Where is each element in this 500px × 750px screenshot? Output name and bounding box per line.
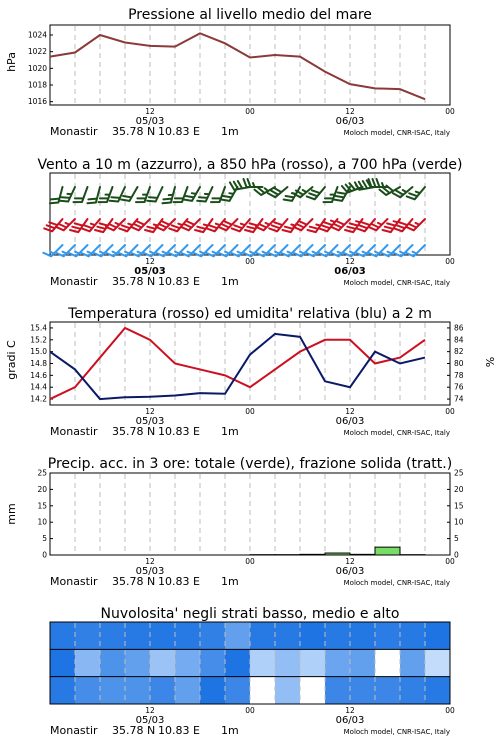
cloud-cell-alto bbox=[75, 622, 100, 649]
y-tick-label: 20 bbox=[37, 484, 47, 494]
wind-barb-850hpa bbox=[293, 219, 312, 230]
y-tick-label: 15.2 bbox=[30, 335, 47, 345]
model-credit: Moloch model, CNR-ISAC, Italy bbox=[343, 579, 450, 587]
cloud-cell-alto bbox=[250, 622, 275, 649]
time-tick-label: 00 bbox=[445, 407, 455, 416]
y-tick-label-right: 74 bbox=[454, 394, 464, 404]
cloud-cell-medio bbox=[275, 649, 300, 676]
temperature-line bbox=[50, 328, 425, 399]
cloud-cell-medio bbox=[75, 649, 100, 676]
cloud-cell-medio bbox=[300, 649, 325, 676]
time-tick-label: 00 bbox=[245, 557, 255, 566]
wind-barb-700hpa bbox=[87, 187, 100, 203]
wind-barb-850hpa bbox=[406, 219, 425, 230]
y-tick-label-right: 84 bbox=[454, 335, 464, 345]
rh-ylabel: % bbox=[483, 356, 496, 368]
wind-title: Vento a 10 m (azzurro), a 850 hPa (rosso), a 700 hPa (verde) bbox=[37, 157, 463, 173]
cloud-cell-basso bbox=[300, 677, 325, 704]
y-tick-label-right: 25 bbox=[454, 468, 464, 478]
cloud-cell-basso bbox=[125, 677, 150, 704]
cloud-cell-medio bbox=[125, 649, 150, 676]
humidity-line bbox=[50, 334, 425, 399]
station-name: Monastir bbox=[50, 575, 98, 588]
date-label: 05/03 bbox=[135, 116, 165, 127]
wind-barb-700hpa bbox=[244, 179, 263, 187]
y-tick-label: 1020 bbox=[27, 63, 47, 73]
cloud-cell-medio bbox=[250, 649, 275, 676]
y-tick-label-right: 20 bbox=[454, 484, 464, 494]
y-tick-label: 15 bbox=[37, 501, 47, 511]
model-credit: Moloch model, CNR-ISAC, Italy bbox=[343, 279, 450, 287]
cloud-cell-basso bbox=[350, 677, 375, 704]
cloud-cell-basso bbox=[250, 677, 275, 704]
y-tick-label-right: 10 bbox=[454, 517, 464, 527]
cloud-cell-medio bbox=[200, 649, 225, 676]
y-tick-label-right: 15 bbox=[454, 501, 464, 511]
station-elevation: 1m bbox=[221, 425, 239, 438]
wind-barb-700hpa bbox=[355, 180, 375, 190]
wind-barb-700hpa bbox=[230, 181, 250, 190]
wind-barb-700hpa bbox=[74, 187, 88, 202]
cloud-cell-medio bbox=[150, 649, 175, 676]
date-label: 06/03 bbox=[334, 266, 366, 277]
cloud-cell-alto bbox=[200, 622, 225, 649]
cloud-cell-medio bbox=[350, 649, 375, 676]
station-lon: 10.83 E bbox=[158, 425, 200, 438]
wind-barb-700hpa bbox=[162, 187, 175, 203]
date-label: 06/03 bbox=[335, 715, 365, 726]
time-tick-label: 12 bbox=[145, 107, 155, 116]
cloud-cell-basso bbox=[75, 677, 100, 704]
cloud-cell-medio bbox=[225, 649, 250, 676]
cloud-cell-medio bbox=[100, 649, 125, 676]
date-label: 06/03 bbox=[335, 116, 365, 127]
time-tick-label: 12 bbox=[145, 557, 155, 566]
cloud-cell-medio bbox=[425, 649, 450, 676]
date-label: 05/03 bbox=[134, 266, 166, 277]
date-label: 05/03 bbox=[135, 566, 165, 577]
precip-ylabel: mm bbox=[5, 503, 18, 525]
y-tick-label-right: 86 bbox=[454, 323, 464, 333]
pressure-line bbox=[50, 33, 425, 99]
cloud-cell-medio bbox=[375, 649, 400, 676]
time-tick-label: 12 bbox=[345, 407, 355, 416]
cloud-cell-alto bbox=[150, 622, 175, 649]
time-tick-label: 00 bbox=[245, 107, 255, 116]
cloud-cell-alto bbox=[425, 622, 450, 649]
cloud-cell-alto bbox=[175, 622, 200, 649]
cloud-cell-basso bbox=[225, 677, 250, 704]
y-tick-label-right: 76 bbox=[454, 382, 464, 392]
cloud-cell-basso bbox=[325, 677, 350, 704]
time-tick-label: 12 bbox=[145, 706, 155, 715]
precip-title: Precip. acc. in 3 ore: totale (verde), frazione solida (tratt.) bbox=[47, 456, 453, 472]
y-tick-label: 10 bbox=[37, 517, 47, 527]
model-credit: Moloch model, CNR-ISAC, Italy bbox=[343, 429, 450, 437]
y-tick-label-right: 80 bbox=[454, 359, 464, 368]
temp-ylabel: gradi C bbox=[5, 340, 18, 380]
cloud-cell-basso bbox=[50, 677, 75, 704]
station-elevation: 1m bbox=[221, 724, 239, 737]
y-tick-label-right: 5 bbox=[454, 534, 459, 544]
model-credit: Moloch model, CNR-ISAC, Italy bbox=[343, 728, 450, 736]
station-lat: 35.78 N bbox=[112, 724, 156, 737]
time-tick-label: 00 bbox=[245, 706, 255, 715]
y-tick-label-right: 82 bbox=[454, 347, 464, 357]
station-lat: 35.78 N bbox=[112, 275, 156, 288]
time-tick-label: 12 bbox=[145, 257, 155, 266]
time-tick-label: 00 bbox=[445, 557, 455, 566]
station-name: Monastir bbox=[50, 275, 98, 288]
time-tick-label: 00 bbox=[445, 107, 455, 116]
cloud-cell-basso bbox=[275, 677, 300, 704]
time-tick-label: 00 bbox=[445, 706, 455, 715]
date-label: 05/03 bbox=[135, 416, 165, 427]
cloud-cell-basso bbox=[425, 677, 450, 704]
cloud-cell-basso bbox=[100, 677, 125, 704]
wind-barb-850hpa bbox=[82, 219, 100, 231]
y-tick-label: 14.2 bbox=[30, 394, 47, 404]
cloud-cell-basso bbox=[175, 677, 200, 704]
wind-barb-850hpa bbox=[131, 219, 150, 230]
cloud-cell-alto bbox=[375, 622, 400, 649]
cloud-cell-alto bbox=[400, 622, 425, 649]
y-tick-label-right: 78 bbox=[454, 370, 464, 380]
wind-barb-850hpa bbox=[181, 219, 200, 230]
station-name: Monastir bbox=[50, 125, 98, 138]
cloud-cell-basso bbox=[400, 677, 425, 704]
precip-bar bbox=[375, 547, 400, 555]
y-tick-label: 1016 bbox=[27, 97, 47, 107]
station-lat: 35.78 N bbox=[112, 575, 156, 588]
y-tick-label: 25 bbox=[37, 468, 47, 478]
date-label: 06/03 bbox=[335, 566, 365, 577]
station-lon: 10.83 E bbox=[158, 575, 200, 588]
cloud-cell-alto bbox=[225, 622, 250, 649]
y-tick-label: 14.8 bbox=[30, 359, 47, 368]
station-name: Monastir bbox=[50, 425, 98, 438]
cloud-cell-alto bbox=[325, 622, 350, 649]
date-label: 05/03 bbox=[135, 715, 165, 726]
cloud-cell-basso bbox=[200, 677, 225, 704]
cloud-cell-medio bbox=[50, 649, 75, 676]
y-tick-label: 1024 bbox=[27, 30, 47, 40]
wind-barb-850hpa bbox=[368, 219, 387, 230]
time-tick-label: 00 bbox=[445, 257, 455, 266]
wind-barb-700hpa bbox=[99, 187, 113, 202]
pressure-ylabel: hPa bbox=[5, 52, 18, 72]
station-lon: 10.83 E bbox=[158, 724, 200, 737]
y-tick-label: 15.0 bbox=[30, 347, 47, 357]
cloud-cell-medio bbox=[175, 649, 200, 676]
y-tick-label: 14.4 bbox=[30, 382, 47, 392]
precip-bar bbox=[325, 553, 350, 555]
time-tick-label: 12 bbox=[345, 107, 355, 116]
cloud-cell-medio bbox=[325, 649, 350, 676]
temp-title: Temperatura (rosso) ed umidita' relativa (blu) a 2 m bbox=[68, 306, 432, 322]
station-name: Monastir bbox=[50, 724, 98, 737]
y-tick-label: 14.6 bbox=[30, 370, 47, 380]
station-lon: 10.83 E bbox=[158, 275, 200, 288]
pressure-title: Pressione al livello medio del mare bbox=[128, 7, 372, 23]
precip-bar bbox=[300, 554, 325, 555]
wind-barb-700hpa bbox=[136, 187, 150, 202]
cloud-cell-alto bbox=[275, 622, 300, 649]
wind-barb-700hpa bbox=[369, 179, 388, 187]
station-lat: 35.78 N bbox=[112, 125, 156, 138]
y-tick-label: 15.4 bbox=[30, 323, 47, 333]
time-tick-label: 00 bbox=[245, 257, 255, 266]
wind-barb-850hpa bbox=[56, 219, 75, 230]
model-credit: Moloch model, CNR-ISAC, Italy bbox=[343, 129, 450, 137]
cloud-cell-basso bbox=[375, 677, 400, 704]
station-lat: 35.78 N bbox=[112, 425, 156, 438]
station-elevation: 1m bbox=[221, 575, 239, 588]
y-tick-label: 5 bbox=[42, 534, 47, 544]
date-label: 06/03 bbox=[335, 416, 365, 427]
cloud-cell-alto bbox=[50, 622, 75, 649]
y-tick-label: 1022 bbox=[27, 47, 47, 57]
cloud-title: Nuvolosita' negli strati basso, medio e alto bbox=[100, 606, 400, 622]
cloud-cell-alto bbox=[125, 622, 150, 649]
time-tick-label: 12 bbox=[345, 706, 355, 715]
y-tick-label: 1018 bbox=[27, 80, 47, 90]
time-tick-label: 12 bbox=[345, 257, 355, 266]
cloud-cell-basso bbox=[150, 677, 175, 704]
cloud-cell-medio bbox=[400, 649, 425, 676]
y-tick-label-right: 0 bbox=[454, 550, 459, 560]
cloud-cell-alto bbox=[350, 622, 375, 649]
wind-barb-700hpa bbox=[293, 187, 313, 197]
time-tick-label: 12 bbox=[145, 407, 155, 416]
precip-bar bbox=[350, 554, 375, 555]
cloud-cell-alto bbox=[300, 622, 325, 649]
time-tick-label: 00 bbox=[245, 407, 255, 416]
time-tick-label: 12 bbox=[345, 557, 355, 566]
station-elevation: 1m bbox=[221, 125, 239, 138]
cloud-cell-alto bbox=[100, 622, 125, 649]
station-lon: 10.83 E bbox=[158, 125, 200, 138]
station-elevation: 1m bbox=[221, 275, 239, 288]
y-tick-label: 0 bbox=[42, 550, 47, 560]
